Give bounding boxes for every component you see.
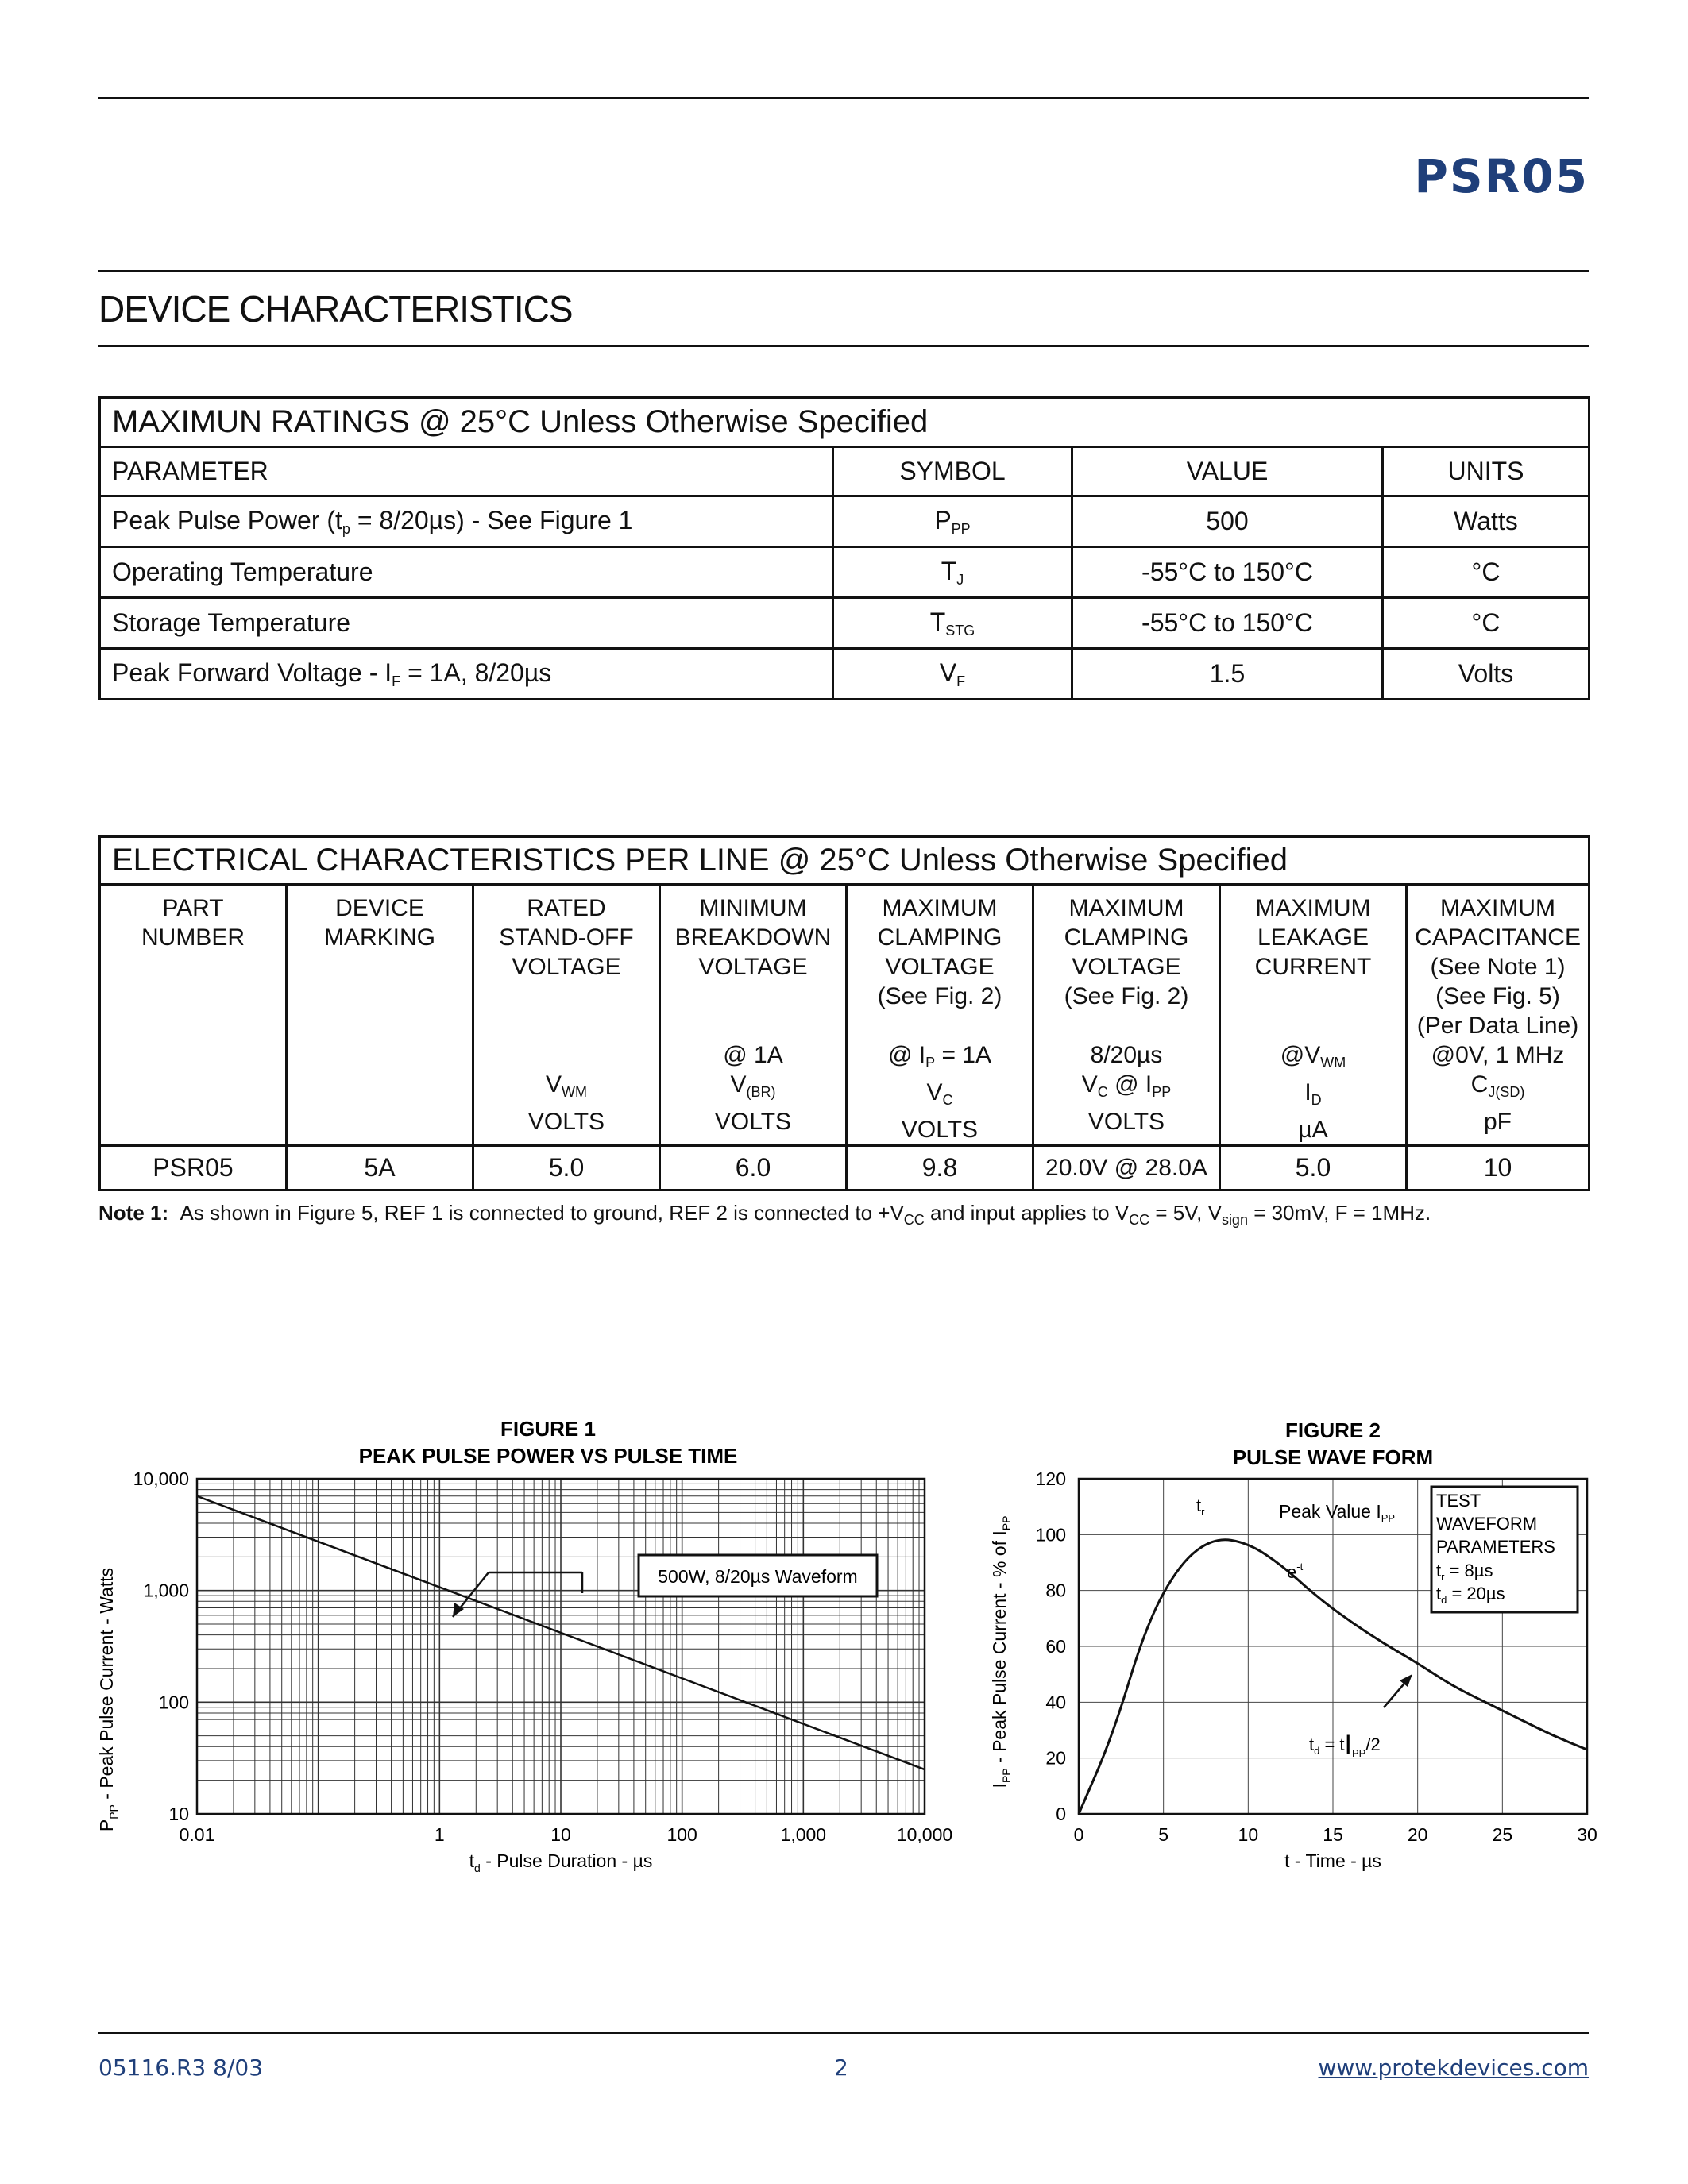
figure-2-ytick-label: 120: [1035, 1468, 1066, 1489]
figure-2-xtick-label: 30: [1577, 1824, 1597, 1845]
figure-1-xtick-label: 1: [434, 1824, 445, 1845]
cell-breakdown-voltage: 6.0: [660, 1146, 847, 1190]
figure-1-grid: [197, 1479, 925, 1814]
figure-2-box-td: $t_d = 20\mu s$: [1436, 1584, 1505, 1606]
header-leakage-current: MAXIMUM LEAKAGE CURRENT $@V_{WM}$ $I_D$ µA: [1220, 885, 1407, 1146]
product-logo: PSR05: [1414, 149, 1589, 203]
table-row: [100, 649, 1590, 700]
figure-1-chart: [95, 1414, 969, 1890]
figure-1-title: PEAK PULSE POWER VS PULSE TIME: [358, 1444, 738, 1468]
figure-2-td-label: $t_d$ = tIPP/2: [1309, 1730, 1381, 1760]
table-row: [100, 496, 1590, 547]
header-capacitance: MAXIMUM CAPACITANCE (See Note 1) (See Fig. 5) (Per Data Line) @0V, 1 MHz $C_{J(SD)}$ pF: [1407, 885, 1590, 1146]
units-cell: °C: [1383, 547, 1590, 598]
figure-2: [985, 1414, 1605, 1890]
header-clamping-voltage-ipp: MAXIMUM CLAMPING VOLTAGE (See Fig. 2) 8/20µs $V_C$ @ $I_{PP}$ VOLTS: [1033, 885, 1220, 1146]
table-row: [100, 1146, 1590, 1190]
cell-capacitance: 10: [1407, 1146, 1590, 1190]
cell-clamping-1a: 9.8: [847, 1146, 1033, 1190]
cell-standoff-voltage: 5.0: [473, 1146, 660, 1190]
electrical-table: [98, 835, 1590, 1191]
param-cell: Peak Pulse Power $(t_p = 8/20\mu s)$ - See Figure 1: [100, 496, 833, 547]
figure-2-td-arrowhead: [1400, 1674, 1412, 1687]
header-part-number: PART NUMBER: [100, 885, 287, 1146]
header-device-marking: DEVICE MARKING: [287, 885, 473, 1146]
header-parameter: PARAMETER: [100, 447, 833, 496]
units-cell: Volts: [1383, 649, 1590, 700]
units-cell: °C: [1383, 598, 1590, 649]
figure-2-xtick-label: 20: [1407, 1824, 1428, 1845]
figure-2-decay-label: $e^{-t}$: [1287, 1561, 1304, 1582]
max-ratings-caption: MAXIMUN RATINGS @ 25°C Unless Otherwise Specified: [100, 398, 1590, 447]
footer-url-link[interactable]: www.protekdevices.com: [1318, 2055, 1589, 2081]
max-ratings-header-row: [100, 447, 1590, 496]
figure-2-box-line1: TEST: [1436, 1491, 1481, 1511]
figure-2-ytick-label: 80: [1045, 1580, 1066, 1601]
symbol-cell: $V_F$: [833, 649, 1072, 700]
header-value: VALUE: [1072, 447, 1383, 496]
note-1: Note 1: As shown in Figure 5, REF 1 is connected to ground, REF 2 is connected to $+V_{CC}$ and input applies to $V_{CC} = 5V$, $V_{sign} = 30mV$, F = 1MHz.: [98, 1201, 1431, 1228]
figure-2-box-line2: WAVEFORM: [1436, 1514, 1538, 1534]
table-row: [100, 547, 1590, 598]
figure-2-ytick-label: 100: [1035, 1524, 1066, 1545]
figure-2-xtick-label: 10: [1238, 1824, 1259, 1845]
figure-2-title: PULSE WAVE FORM: [1232, 1445, 1434, 1469]
footer-page-number: 2: [834, 2055, 848, 2081]
value-cell: -55°C to 150°C: [1072, 598, 1383, 649]
header-clamping-voltage-1a: MAXIMUM CLAMPING VOLTAGE (See Fig. 2) @ $I_P = 1A$ $V_C$ VOLTS: [847, 885, 1033, 1146]
value-cell: 1.5: [1072, 649, 1383, 700]
figure-2-xtick-label: 0: [1073, 1824, 1084, 1845]
max-ratings-table: [98, 396, 1590, 700]
figure-1-xlabel: $t_d$ - Pulse Duration - µs: [469, 1850, 653, 1874]
section-rule-bottom: [98, 345, 1589, 347]
figure-1-annotation: 500W, 8/20µs Waveform: [658, 1566, 858, 1587]
units-cell: Watts: [1383, 496, 1590, 547]
figure-1-ylabel: $P_{PP}$ - Peak Pulse Current - Watts: [96, 1567, 120, 1832]
header-standoff-voltage: RATED STAND-OFF VOLTAGE $V_{WM}$ VOLTS: [473, 885, 660, 1146]
cell-part-number: PSR05: [100, 1146, 287, 1190]
top-rule: [98, 97, 1589, 99]
value-cell: 500: [1072, 496, 1383, 547]
symbol-cell: $T_J$: [833, 547, 1072, 598]
cell-clamping-ipp: 20.0V @ 28.0A: [1033, 1146, 1220, 1190]
figure-2-xlabel: t - Time - µs: [1284, 1850, 1381, 1871]
figure-1-ytick-label: 10: [168, 1804, 189, 1824]
electrical-caption: ELECTRICAL CHARACTERISTICS PER LINE @ 25°C Unless Otherwise Specified: [100, 837, 1590, 885]
figure-2-ytick-label: 0: [1056, 1804, 1066, 1824]
figure-1-xtick-label: 100: [666, 1824, 697, 1845]
figure-2-ylabel: $I_{PP}$ - Peak Pulse Current - % of $I_{PP}$: [989, 1515, 1013, 1788]
figure-2-tr-label: $t_r$: [1196, 1495, 1205, 1518]
footer-rule: [98, 2032, 1589, 2034]
figure-1-xtick-label: 0.01: [179, 1824, 215, 1845]
figure-1: [95, 1414, 969, 1890]
figure-2-ytick-label: 20: [1045, 1747, 1066, 1769]
value-cell: -55°C to 150°C: [1072, 547, 1383, 598]
symbol-cell: $P_{PP}$: [833, 496, 1072, 547]
table-row: [100, 598, 1590, 649]
figure-1-xtick-label: 10: [550, 1824, 571, 1845]
symbol-cell: $T_{STG}$: [833, 598, 1072, 649]
electrical-header-row: [100, 885, 1590, 1146]
section-rule-top: [98, 270, 1589, 272]
param-cell: Storage Temperature: [100, 598, 833, 649]
figure-1-ytick-label: 100: [158, 1692, 189, 1713]
figure-1-ytick-label: 10,000: [133, 1468, 189, 1489]
figure-1-ytick-label: 1,000: [143, 1580, 189, 1601]
header-symbol: SYMBOL: [833, 447, 1072, 496]
figure-1-label: FIGURE 1: [500, 1417, 596, 1441]
param-cell: Peak Forward Voltage - $I_F = 1A$, 8/20µs: [100, 649, 833, 700]
figure-2-box-line3: PARAMETERS: [1436, 1537, 1555, 1557]
figure-2-label: FIGURE 2: [1285, 1418, 1381, 1442]
header-units: UNITS: [1383, 447, 1590, 496]
figure-2-chart: [985, 1414, 1605, 1890]
section-title: DEVICE CHARACTERISTICS: [98, 288, 573, 330]
figure-2-box-tr: $t_r = 8\mu s$: [1436, 1561, 1493, 1583]
figure-2-ytick-label: 40: [1045, 1692, 1066, 1713]
cell-leakage: 5.0: [1220, 1146, 1407, 1190]
figure-1-ticks: [133, 1468, 953, 1845]
footer-doc-number: 05116.R3 8/03: [98, 2055, 264, 2081]
figure-1-xtick-label: 1,000: [780, 1824, 827, 1845]
cell-device-marking: 5A: [287, 1146, 473, 1190]
header-breakdown-voltage: MINIMUM BREAKDOWN VOLTAGE @ 1A $V_{(BR)}$ VOLTS: [660, 885, 847, 1146]
figure-2-xtick-label: 5: [1158, 1824, 1169, 1845]
param-cell: Operating Temperature: [100, 547, 833, 598]
figure-2-xtick-label: 25: [1492, 1824, 1513, 1845]
figure-2-peak-label: Peak Value $I_{PP}$: [1279, 1501, 1396, 1524]
figure-2-xtick-label: 15: [1323, 1824, 1343, 1845]
figure-2-ytick-label: 60: [1045, 1636, 1066, 1657]
figure-1-xtick-label: 10,000: [896, 1824, 953, 1845]
